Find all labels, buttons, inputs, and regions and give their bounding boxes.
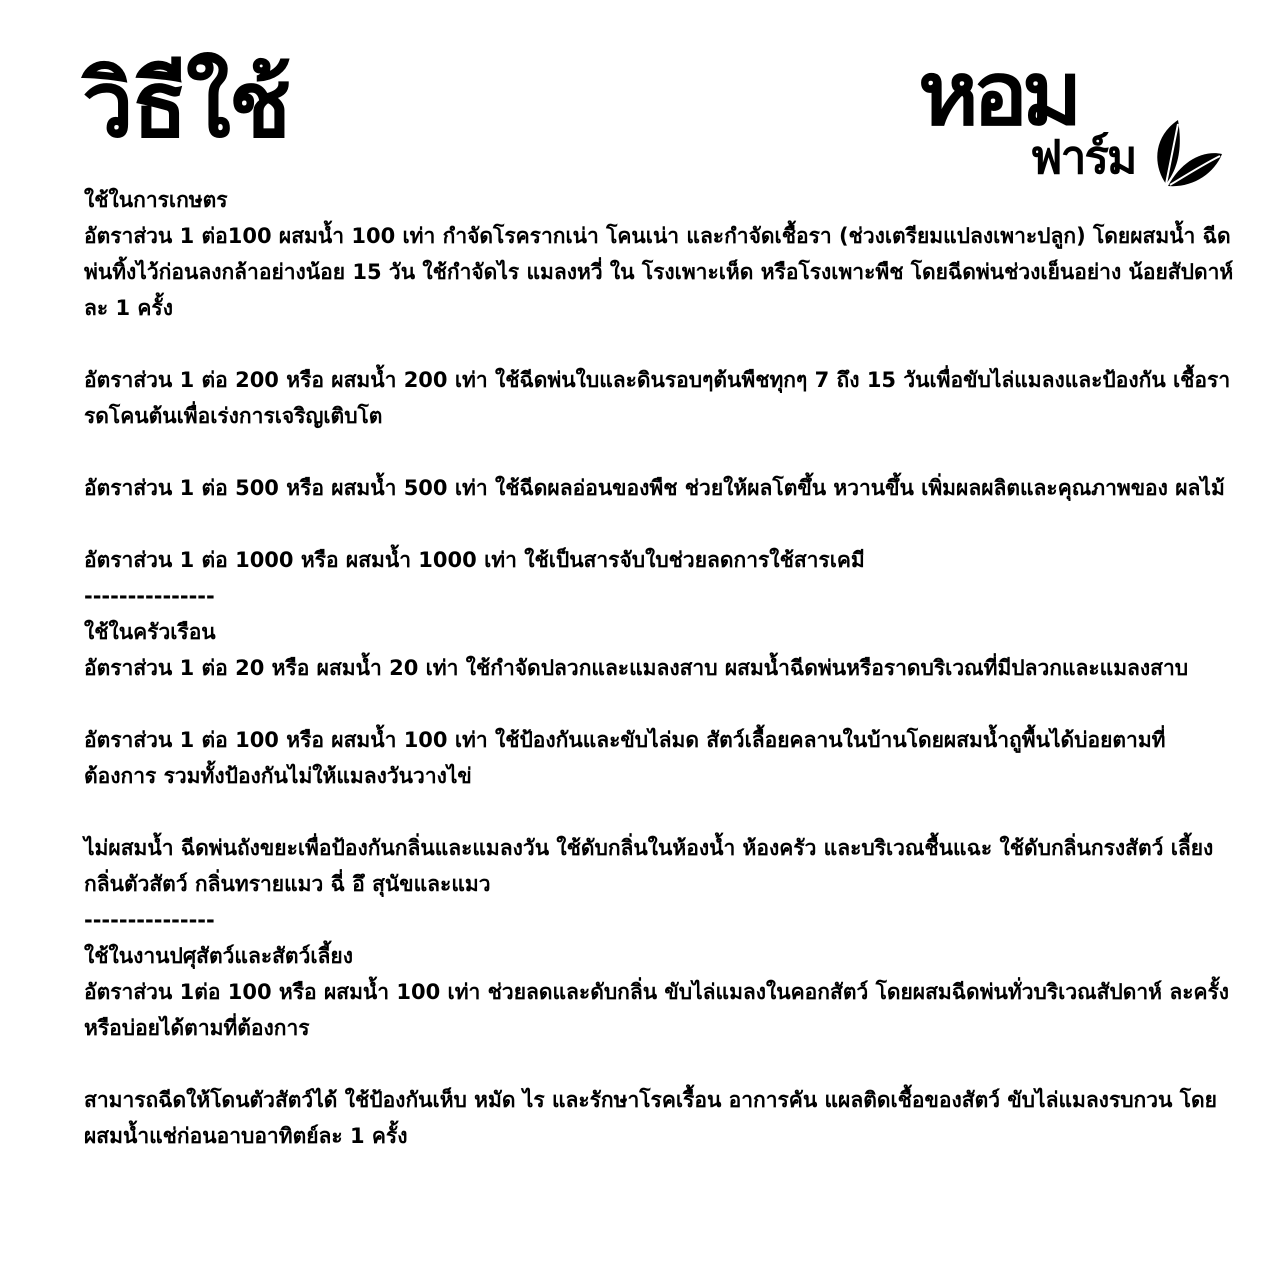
brand-logo: [918, 42, 1224, 200]
section-divider-2: ---------------: [84, 908, 215, 932]
agri-paragraph-4: อัตราส่วน 1 ต่อ 1000 หรือ ผสมน้ำ 1000 เท่า ใช้เป็นสารจับใบช่วยลดการใช้สารเคมี: [84, 548, 865, 572]
section-divider-1: ---------------: [84, 584, 215, 608]
livestock-paragraph-2: สามารถฉีดให้โดนตัวสัตว์ได้ ใช้ป้องกันเห็บ หมัด ไร และรักษาโรคเรื้อน อาการคัน แผลติดเชื้อของสัตว์ ขับไล่แมลงรบกวน โดยผสมน้ำแช่ก่อนอาบอาทิตย์ละ 1 ครั้ง: [84, 1088, 1217, 1148]
household-paragraph-2: อัตราส่วน 1 ต่อ 100 หรือ ผสมน้ำ 100 เท่า ใช้ป้องกันและขับไล่มด สัตว์เลื้อยคลานในบ้านโดยผสมน้ำถูพื้นได้บ่อยตามที่ ต้องการ รวมทั้งป้องกันไม่ให้แมลงวันวางไข่: [84, 728, 1166, 788]
logo-sub-text: ฟาร์ม: [1030, 130, 1136, 184]
agri-paragraph-1: อัตราส่วน 1 ต่อ100 ผสมน้ำ 100 เท่า กำจัดโรครากเน่า โคนเน่า และกำจัดเชื้อรา (ช่วงเตรียมแปลงเพาะปลูก) โดยผสมน้ำ ฉีดพ่นทิ้งไว้ก่อนลงกล้าอย่างน้อย 15 วัน ใช้กำจัดไร แมลงหวี่ ใน โรงเพาะเห็ด หรือโรงเพาะพืช โดยฉีดพ่นช่วงเย็นอย่าง น้อยสัปดาห์ละ 1 ครั้ง: [84, 224, 1234, 320]
livestock-paragraph-1: อัตราส่วน 1ต่อ 100 หรือ ผสมน้ำ 100 เท่า ช่วยลดและดับกลิ่น ขับไล่แมลงในคอกสัตว์ โดยผสมฉีดพ่นทั่วบริเวณสัปดาห์ ละครั้งหรือบ่อยได้ตามที่ต้องการ: [84, 980, 1230, 1040]
section-heading-agriculture: ใช้ในการเกษตร: [84, 188, 228, 212]
instructions-content: [84, 182, 1244, 1154]
household-paragraph-1: อัตราส่วน 1 ต่อ 20 หรือ ผสมน้ำ 20 เท่า ใช้กำจัดปลวกและแมลงสาบ ผสมน้ำฉีดพ่นหรือราดบริเวณที่มีปลวกและแมลงสาบ: [84, 656, 1189, 680]
household-paragraph-3: ไม่ผสมน้ำ ฉีดพ่นถังขยะเพื่อป้องกันกลิ่นและแมลงวัน ใช้ดับกลิ่นในห้องน้ำ ห้องครัว และบริเวณชื้นแฉะ ใช้ดับกลิ่นกรงสัตว์ เลี้ยงกลิ่นตัวสัตว์ กลิ่นทรายแมว ฉี่ อึ สุนัขและแมว: [84, 836, 1214, 896]
agri-paragraph-3: อัตราส่วน 1 ต่อ 500 หรือ ผสมน้ำ 500 เท่า ใช้ฉีดผลอ่อนของพืช ช่วยให้ผลโตขึ้น หวานขึ้น เพิ่มผลผลิตและคุณภาพของ ผลไม้: [84, 476, 1225, 500]
logo-main-text: หอม: [918, 42, 1077, 145]
section-heading-livestock: ใช้ในงานปศุสัตว์และสัตว์เลี้ยง: [84, 944, 353, 968]
section-heading-household: ใช้ในครัวเรือน: [84, 620, 216, 644]
agri-paragraph-2: อัตราส่วน 1 ต่อ 200 หรือ ผสมน้ำ 200 เท่า ใช้ฉีดพ่นใบและดินรอบๆต้นพืชทุกๆ 7 ถึง 15 วันเพื่อขับไล่แมลงและป้องกัน เชื้อรา รดโคนต้นเพื่อเร่งการเจริญเติบโต: [84, 368, 1231, 428]
page-title: วิธีใช้: [82, 51, 290, 158]
